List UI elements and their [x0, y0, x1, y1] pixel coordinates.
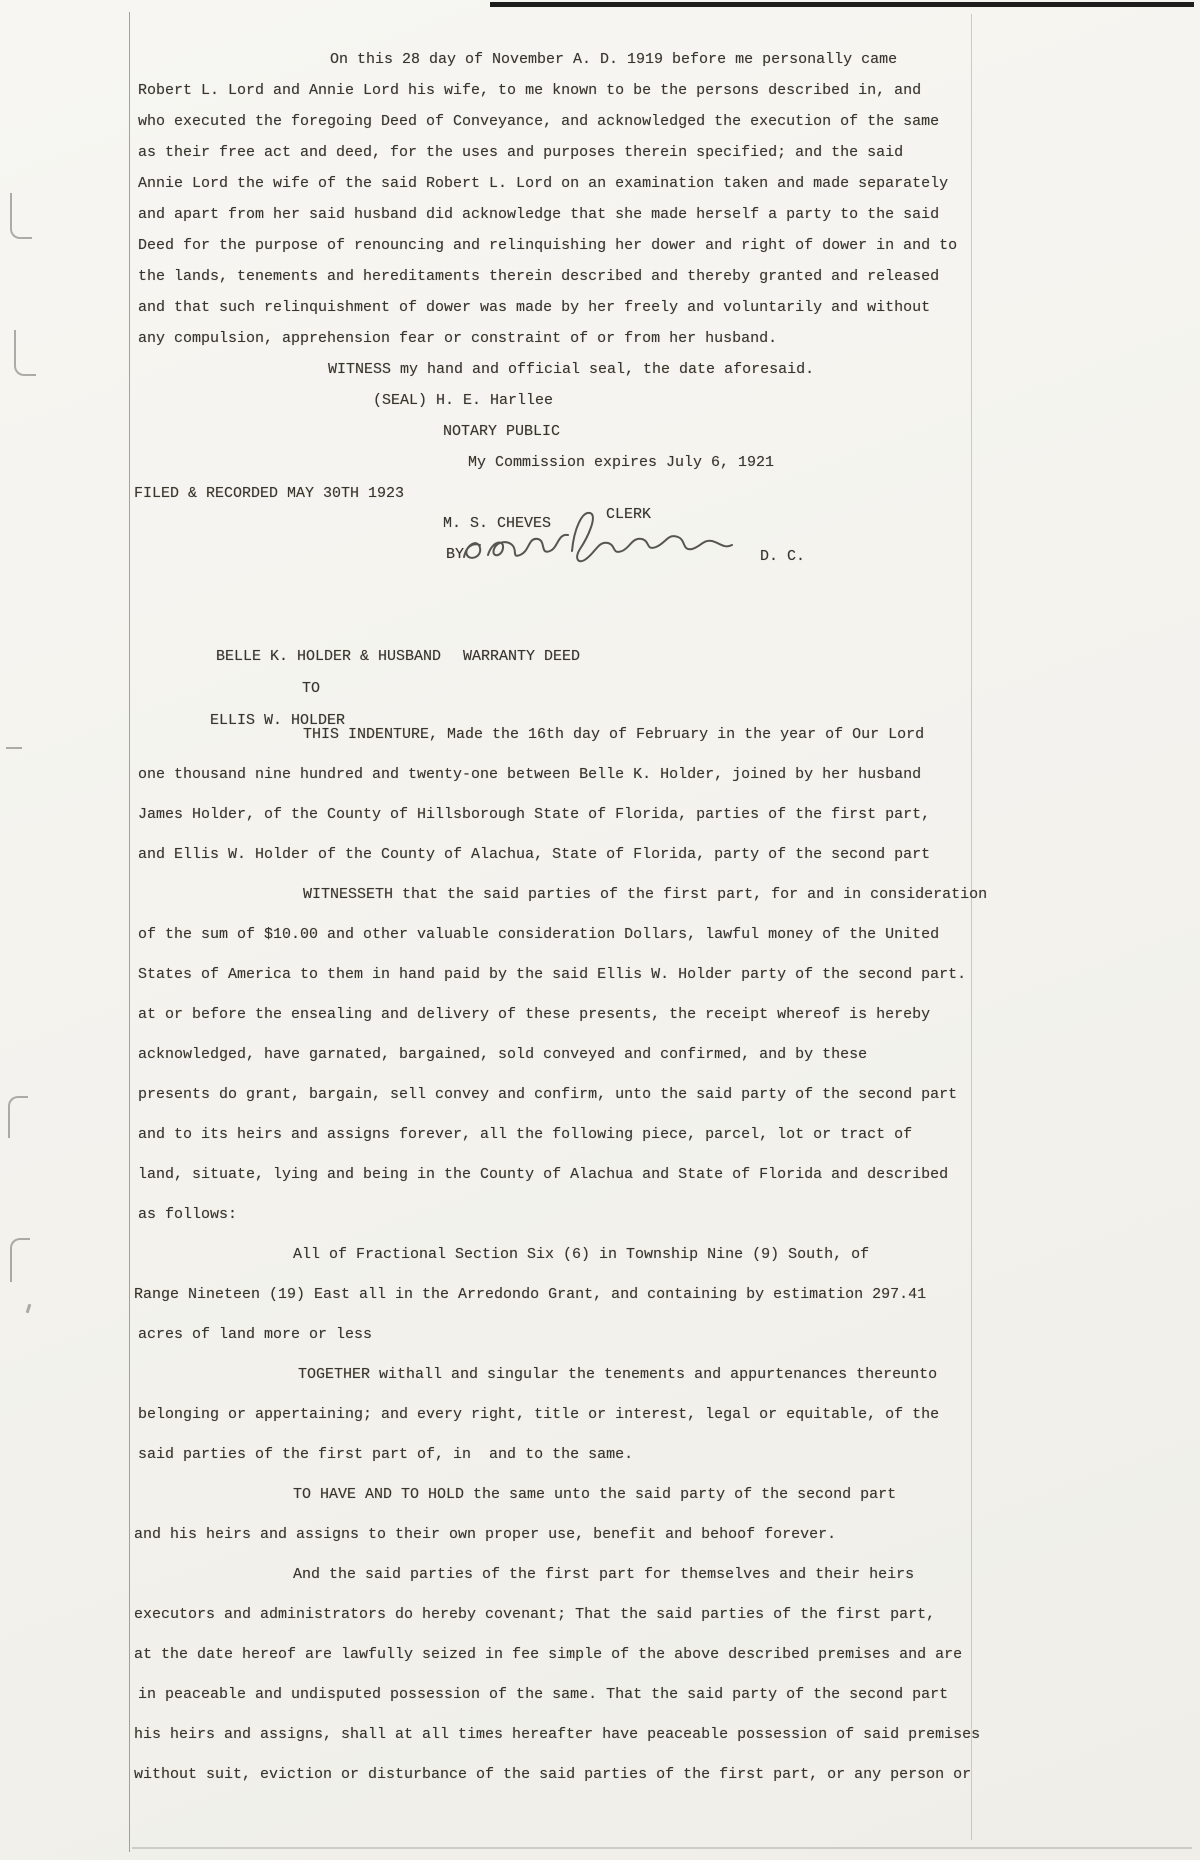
text-line: his heirs and assigns, shall at all times hereafter have peaceable possession of said premises [134, 1726, 981, 1743]
clerk-title: CLERK [606, 506, 652, 523]
clerk-attestation-block [138, 506, 1158, 571]
text-line: James Holder, of the County of Hillsborough State of Florida, parties of the first part, [138, 806, 931, 823]
text-line: acres of land more or less [138, 1326, 373, 1343]
text-line: States of America to them in hand paid by the said Ellis W. Holder party of the second part. [138, 966, 967, 983]
text-line: and apart from her said husband did acknowledge that she made herself a party to the said [138, 206, 940, 223]
text-line: at the date hereof are lawfully seized in fee simple of the above described premises and are [134, 1646, 963, 1663]
grantee-line [138, 673, 1158, 729]
deed-body [134, 715, 1158, 1795]
notary-section [134, 44, 1158, 509]
text-line: at or before the ensealing and delivery of these presents, the receipt whereof is hereby [138, 1006, 931, 1023]
text-line: WITNESS my hand and official seal, the date aforesaid. [328, 361, 815, 378]
text-line: Range Nineteen (19) East all in the Arredondo Grant, and containing by estimation 297.41 [134, 1286, 927, 1303]
text-line: WITNESSETH that the said parties of the first part, for and in consideration [303, 886, 988, 903]
text-line: FILED & RECORDED MAY 30TH 1923 [134, 485, 405, 502]
text-line: as their free act and deed, for the uses and purposes therein specified; and the said [138, 144, 904, 161]
text-line: in peaceable and undisputed possession of the same. That the said party of the second part [138, 1686, 949, 1703]
text-line: THIS INDENTURE, Made the 16th day of February in the year of Our Lord [303, 726, 925, 743]
text-line: land, situate, lying and being in the County of Alachua and State of Florida and described [138, 1166, 949, 1183]
clerk-name: M. S. CHEVES [443, 515, 552, 532]
text-line: and to its heirs and assigns forever, all the following piece, parcel, lot or tract of [138, 1126, 913, 1143]
margin-mark [8, 1096, 28, 1138]
text-line: the lands, tenements and hereditaments therein described and thereby granted and released [138, 268, 940, 285]
text-line: Annie Lord the wife of the said Robert L. Lord on an examination taken and made separately [138, 175, 949, 192]
text-line: said parties of the first part of, in and to the same. [138, 1446, 634, 1463]
text-line: presents do grant, bargain, sell convey and confirm, unto the said party of the second part [138, 1086, 958, 1103]
text-line: belonging or appertaining; and every right, title or interest, legal or equitable, of the [138, 1406, 940, 1423]
text-line: who executed the foregoing Deed of Conveyance, and acknowledged the execution of the same [138, 113, 940, 130]
deed-header [138, 609, 1158, 729]
text-line: All of Fractional Section Six (6) in Township Nine (9) South, of [293, 1246, 870, 1263]
grantee-name: ELLIS W. HOLDER [210, 712, 346, 729]
text-line: of the sum of $10.00 and other valuable consideration Dollars, lawful money of the United [138, 926, 940, 943]
text-line: (SEAL) H. E. Harllee [373, 392, 554, 409]
margin-mark [10, 193, 32, 239]
text-line: and Ellis W. Holder of the County of Alachua, State of Florida, party of the second part [138, 846, 931, 863]
left-margin-rule [129, 12, 130, 1852]
text-line: any compulsion, apprehension fear or constraint of or from her husband. [138, 330, 778, 347]
by-label: BY [446, 546, 465, 563]
bottom-scan-line [132, 1847, 1192, 1849]
text-line: NOTARY PUBLIC [443, 423, 561, 440]
text-line: TO HAVE AND TO HOLD the same unto the said party of the second part [293, 1486, 897, 1503]
grantor-name: BELLE K. HOLDER & HUSBAND [216, 648, 442, 665]
clerk-signature [456, 495, 756, 579]
text-line: without suit, eviction or disturbance of the said parties of the first part, or any person or [134, 1766, 972, 1783]
margin-mark [6, 747, 22, 749]
text-line: Robert L. Lord and Annie Lord his wife, to me known to be the persons described in, and [138, 82, 922, 99]
text-line: Deed for the purpose of renouncing and relinquishing her dower and right of dower in and to [138, 237, 958, 254]
text-line: acknowledged, have garnated, bargained, sold conveyed and confirmed, and by these [138, 1046, 868, 1063]
text-line: On this 28 day of November A. D. 1919 before me personally came [330, 51, 898, 68]
text-line: executors and administrators do hereby covenant; That the said parties of the first part, [134, 1606, 936, 1623]
margin-mark [26, 1304, 32, 1313]
text-line: and that such relinquishment of dower was made by her freely and voluntarily and without [138, 299, 931, 316]
text-line: And the said parties of the first part for themselves and their heirs [293, 1566, 915, 1583]
text-line: one thousand nine hundred and twenty-one between Belle K. Holder, joined by her husband [138, 766, 922, 783]
text-line: My Commission expires July 6, 1921 [468, 454, 775, 471]
text-line: as follows: [138, 1206, 238, 1223]
deputy-clerk-initials: D. C. [760, 548, 806, 565]
document-text [134, 44, 1158, 1795]
to-label: TO [302, 680, 321, 697]
margin-mark [14, 330, 36, 376]
margin-mark [10, 1238, 30, 1282]
deed-title-line [138, 641, 1158, 697]
text-line: TOGETHER withall and singular the tenements and appurtenances thereunto [298, 1366, 938, 1383]
deed-title: WARRANTY DEED [463, 648, 581, 665]
top-edge-scan-bar [490, 2, 1194, 7]
text-line: and his heirs and assigns to their own proper use, benefit and behoof forever. [134, 1526, 837, 1543]
